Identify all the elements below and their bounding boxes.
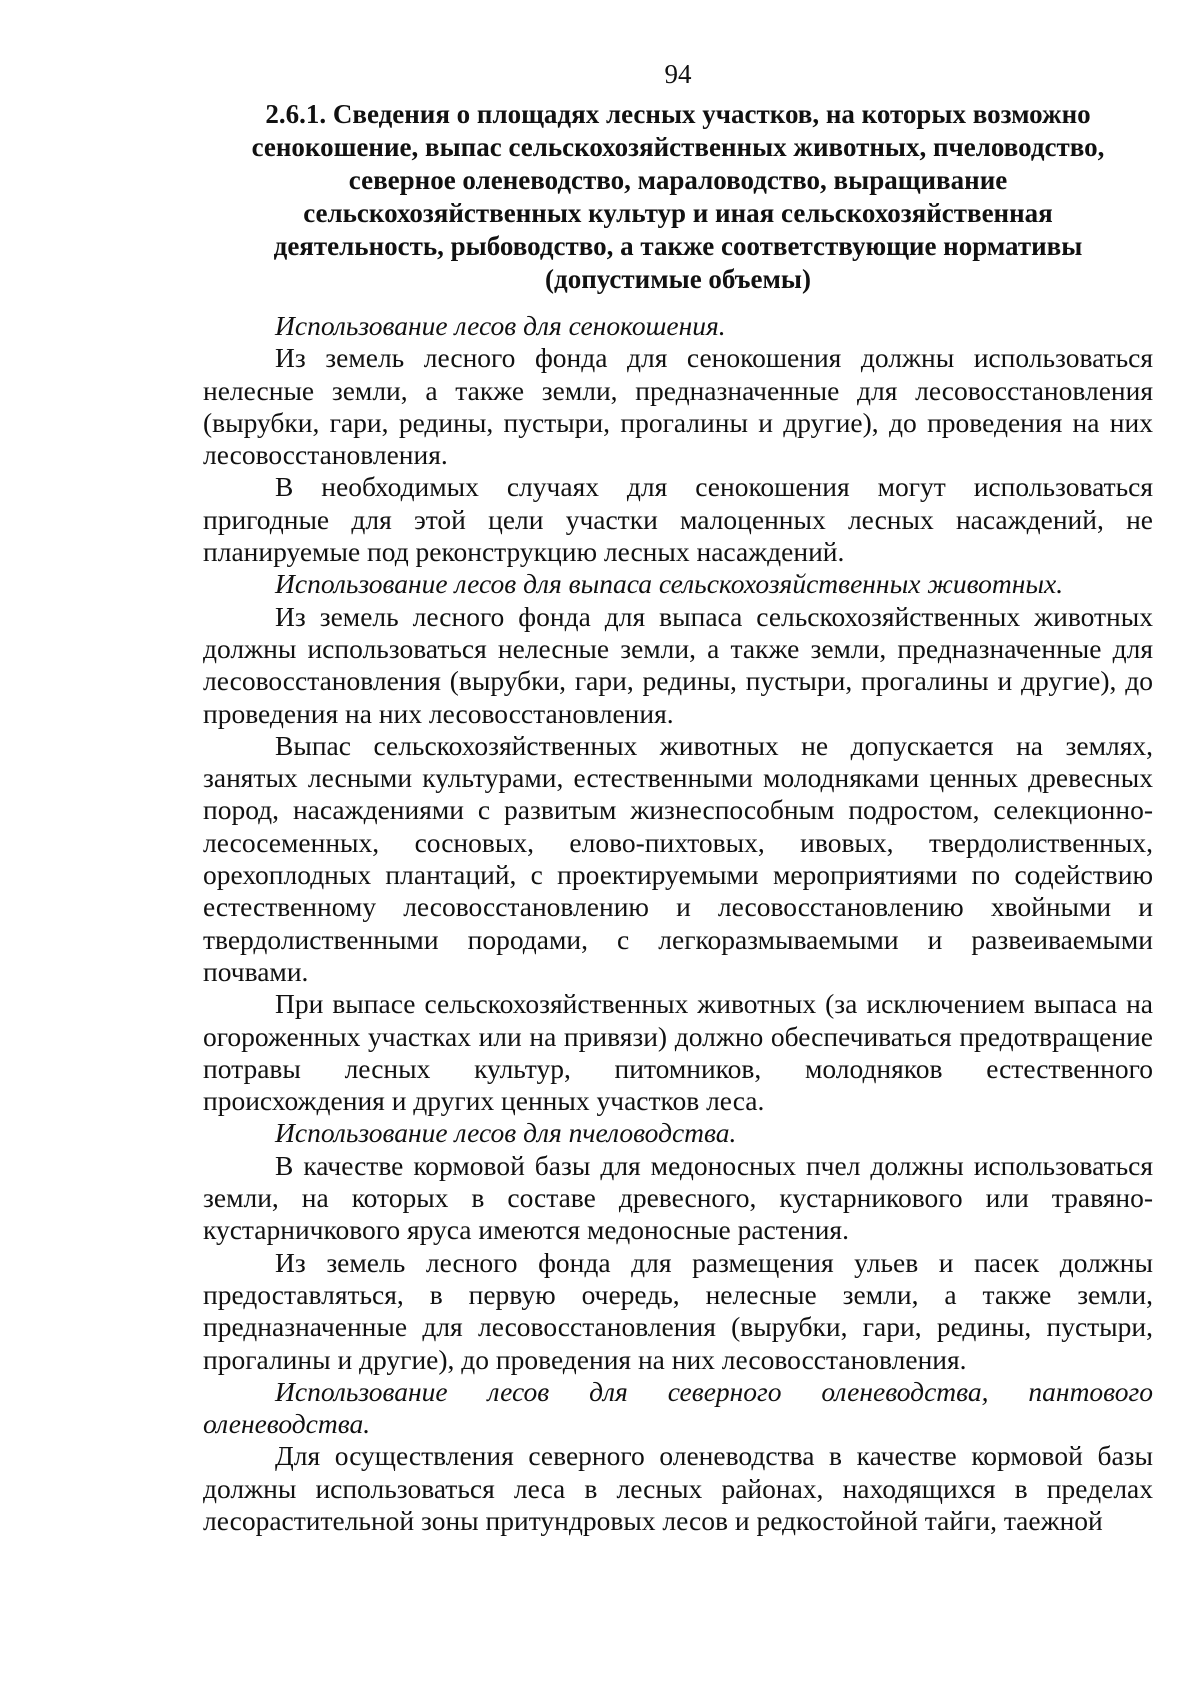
paragraph: При выпасе сельскохозяйственных животных (за исключением выпаса на огороженных участках или на привязи) должно обеспечиваться предотвращение потравы лесных культур, питомников, молодняков естественного происхождения и других ценных участков леса.	[203, 988, 1153, 1117]
page-number: 94	[664, 59, 692, 89]
paragraph: В качестве кормовой базы для медоносных пчел должны использоваться земли, на которых в составе древесного, кустарникового или травяно-кустарничкового яруса имеются медоносные растения.	[203, 1149, 1153, 1246]
subheading-grazing: Использование лесов для выпаса сельскохозяйственных животных.	[275, 568, 1064, 600]
section-heading	[203, 98, 1153, 296]
paragraph: Из земель лесного фонда для сенокошения должны использоваться нелесные земли, а также земли, предназначенные для лесовосстановления (вырубки, гари, редины, пустыри, прогалины и другие), до проведения на них лесовосстановления.	[203, 342, 1153, 471]
paragraph: Выпас сельскохозяйственных животных не допускается на землях, занятых лесными культурами, естественными молодняками ценных древесных пород, насаждениями с развитым жизнеспособным подростом, селекционно-лесосеменных, сосновых, елово-пихтовых, ивовых, твердолиственных, орехоплодных плантаций, с проектируемыми мероприятиями по содействию естественному лесовосстановлению и лесовосстановлению хвойными и твердолиственными породами, с легкоразмываемыми и развеиваемыми почвами.	[203, 729, 1153, 987]
paragraph: Для осуществления северного оленеводства в качестве кормовой базы должны использоваться леса в лесных районах, находящихся в пределах лесорастительной зоны притундровых лесов и редкостойной тайги, таежной	[203, 1440, 1153, 1536]
heading-line: сенокошение, выпас сельскохозяйственных животных, пчеловодство,	[251, 132, 1105, 162]
heading-line: (допустимые объемы)	[545, 264, 811, 294]
heading-line: 2.6.1. Сведения о площадях лесных участков, на которых возможно	[265, 99, 1091, 129]
heading-line: северное оленеводство, мараловодство, выращивание	[348, 165, 1008, 195]
subheading-haymaking: Использование лесов для сенокошения.	[275, 310, 726, 341]
heading-line: сельскохозяйственных культур и иная сельскохозяйственная	[303, 198, 1053, 228]
document-page	[203, 52, 1153, 1537]
paragraph: В необходимых случаях для сенокошения могут использоваться пригодные для этой цели участки малоценных лесных насаждений, не планируемые под реконструкцию лесных насаждений.	[203, 471, 1153, 568]
paragraph: Из земель лесного фонда для выпаса сельскохозяйственных животных должны использоваться нелесные земли, а также земли, предназначенные для лесовосстановления (вырубки, гари, редины, пустыри, прогалины и другие), до проведения на них лесовосстановления.	[203, 600, 1153, 729]
paragraph: Из земель лесного фонда для размещения ульев и пасек должны предоставляться, в первую очередь, нелесные земли, а также земли, предназначенные для лесовосстановления (вырубки, гари, редины, пустыри, прогалины и другие), до проведения на них лесовосстановления.	[203, 1246, 1153, 1375]
subheading-beekeeping: Использование лесов для пчеловодства.	[275, 1117, 737, 1149]
heading-line: деятельность, рыбоводство, а также соответствующие нормативы	[273, 231, 1083, 261]
subheading-reindeer-herding: Использование лесов для северного оленеводства, пантового оленеводства.	[203, 1375, 1153, 1440]
